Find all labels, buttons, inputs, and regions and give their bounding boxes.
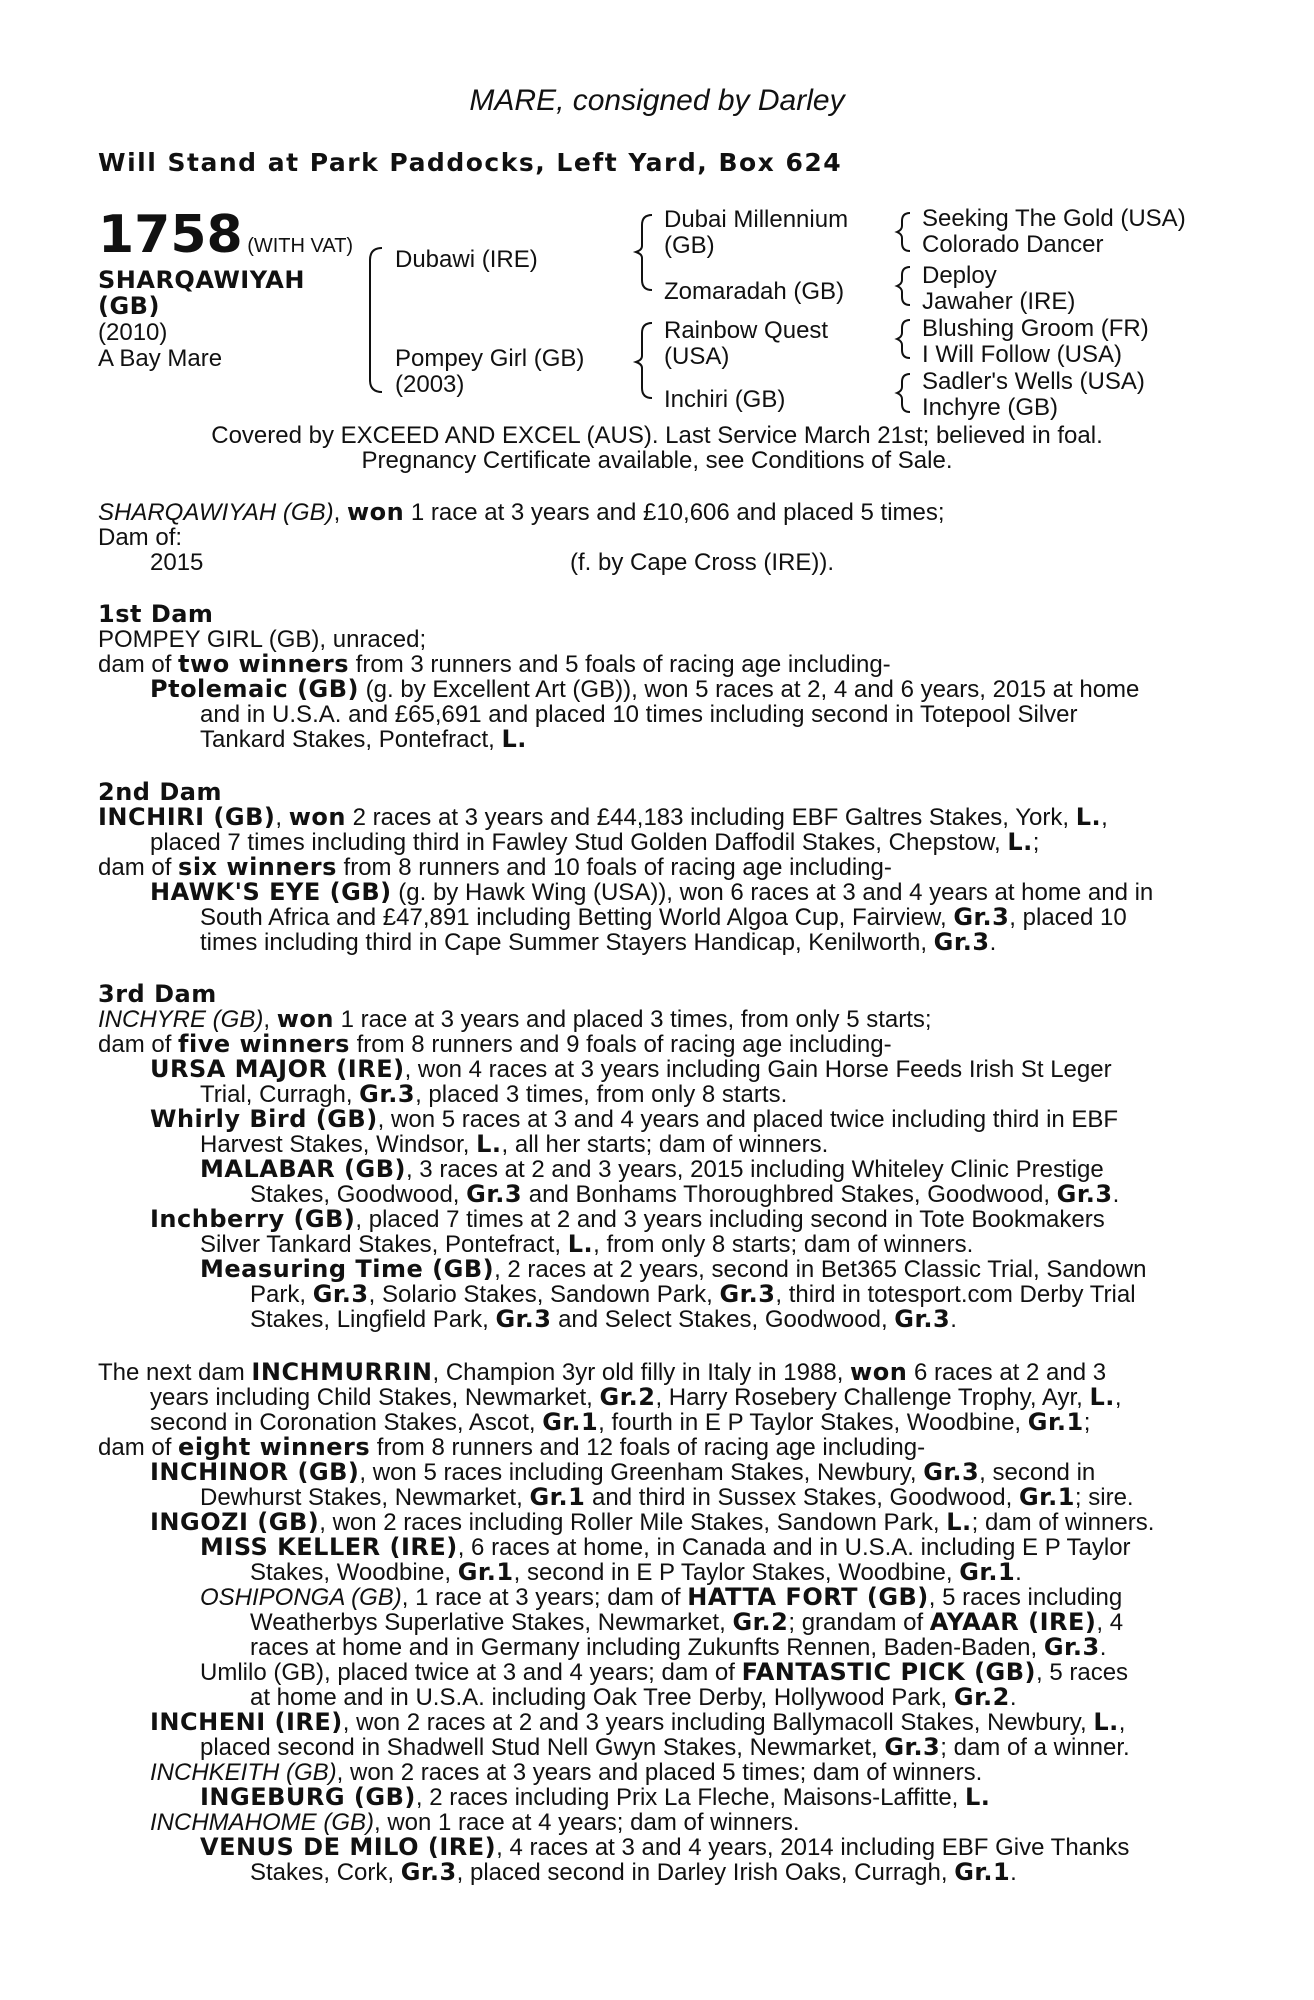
next-dam-offspring-1-cont: Dewhurst Stakes, Newmarket, Gr.1 and third in Sussex Stakes, Goodwood, Gr.1; sire. bbox=[200, 1483, 1134, 1511]
third-dam-offspring-3: Inchberry (GB), placed 7 times at 2 and 3 years including second in Tote Bookmakers bbox=[150, 1205, 1105, 1233]
dam-parents-brace bbox=[636, 323, 652, 398]
third-dam-offspring-3-cont: Silver Tankard Stakes, Pontefract, L., from only 8 starts; dam of winners. bbox=[200, 1230, 974, 1258]
first-dam-produce: dam of two winners from 3 runners and 5 foals of racing age including- bbox=[98, 650, 891, 678]
pedigree-g3-2: Colorado Dancer bbox=[922, 231, 1104, 258]
next-dam-line3: second in Coronation Stakes, Ascot, Gr.1, fourth in E P Taylor Stakes, Woodbine, Gr.1; bbox=[150, 1408, 1091, 1436]
mare-summary: SHARQAWIYAH (GB), won 1 race at 3 years and £10,606 and placed 5 times; bbox=[98, 498, 945, 526]
pedigree-g3-7: Sadler's Wells (USA) bbox=[922, 368, 1145, 395]
third-dam-offspring-2-cont: Harvest Stakes, Windsor, L., all her starts; dam of winners. bbox=[200, 1130, 829, 1158]
pedigree-g3-1: Seeking The Gold (USA) bbox=[922, 205, 1186, 232]
next-dam-grand-5-cont: Stakes, Cork, Gr.3, placed second in Darley Irish Oaks, Curragh, Gr.1. bbox=[250, 1858, 1017, 1886]
pedigree-dam-year: (2003) bbox=[395, 371, 465, 398]
horse-description: A Bay Mare bbox=[98, 345, 223, 372]
gen3-brace-3 bbox=[897, 320, 910, 358]
next-dam-offspring-2: INGOZI (GB), won 2 races including Roller Mile Stakes, Sandown Park, L.; dam of winners. bbox=[150, 1508, 1155, 1536]
pedigree-dam: Pompey Girl (GB) bbox=[395, 345, 585, 372]
next-dam-offspring-3-cont: placed second in Shadwell Stud Nell Gwyn Stakes, Newmarket, Gr.3; dam of a winner. bbox=[200, 1733, 1130, 1761]
second-dam-heading: 2nd Dam bbox=[98, 778, 222, 806]
pedigree-g3-6: I Will Follow (USA) bbox=[922, 341, 1123, 368]
next-dam-offspring-4: INCHKEITH (GB), won 2 races at 3 years and placed 5 times; dam of winners. bbox=[150, 1759, 983, 1786]
third-dam-grand-1: MALABAR (GB), 3 races at 2 and 3 years, 2015 including Whiteley Clinic Prestige bbox=[200, 1155, 1104, 1183]
next-dam-grand-3-cont: at home and in U.S.A. including Oak Tree Derby, Hollywood Park, Gr.2. bbox=[250, 1683, 1017, 1711]
pedigree-dam-sire-country: (USA) bbox=[664, 343, 730, 370]
horse-name: SHARQAWIYAH bbox=[98, 266, 305, 294]
next-dam-line2: years including Child Stakes, Newmarket, Gr.2, Harry Rosebery Challenge Trophy, Ayr, L., bbox=[150, 1383, 1122, 1411]
next-dam-grand-4: INGEBURG (GB), 2 races including Prix La Fleche, Maisons-Laffitte, L. bbox=[200, 1783, 991, 1811]
horse-name-suffix: (GB) bbox=[98, 292, 160, 320]
pedigree-sire: Dubawi (IRE) bbox=[395, 246, 538, 273]
pregnancy-line: Pregnancy Certificate available, see Conditions of Sale. bbox=[361, 447, 953, 474]
pedigree-sire-sire: Dubai Millennium bbox=[664, 206, 849, 233]
pedigree-g3-8: Inchyre (GB) bbox=[922, 394, 1059, 421]
page-title: MARE, consigned by Darley bbox=[469, 84, 845, 117]
next-dam-offspring-1: INCHINOR (GB), won 5 races including Greenham Stakes, Newbury, Gr.3, second in bbox=[150, 1458, 1096, 1486]
next-dam-produce: dam of eight winners from 8 runners and 12 foals of racing age including- bbox=[98, 1433, 926, 1461]
next-dam-grand-2-cont2: races at home and in Germany including Zukunfts Rennen, Baden-Baden, Gr.3. bbox=[250, 1633, 1107, 1661]
second-dam-line2: placed 7 times including third in Fawley Stud Golden Daffodil Stakes, Chepstow, L.; bbox=[150, 828, 1040, 856]
pedigree-g3-3: Deploy bbox=[922, 262, 997, 289]
next-dam-grand-1-cont: Stakes, Woodbine, Gr.1, second in E P Taylor Stakes, Woodbine, Gr.1. bbox=[250, 1558, 1022, 1586]
next-dam-grand-2-cont: Weatherbys Superlative Stakes, Newmarket, Gr.2; grandam of AYAAR (IRE), 4 bbox=[250, 1608, 1124, 1636]
pedigree-dam-dam: Inchiri (GB) bbox=[664, 386, 786, 413]
foal-year: 2015 bbox=[150, 549, 204, 576]
second-dam-line1: INCHIRI (GB), won 2 races at 3 years and £44,183 including EBF Galtres Stakes, York, L., bbox=[98, 803, 1108, 831]
pedigree-g3-5: Blushing Groom (FR) bbox=[922, 315, 1149, 342]
vat-label: (WITH VAT) bbox=[247, 235, 354, 257]
foal-description: (f. by Cape Cross (IRE)). bbox=[570, 549, 835, 576]
third-dam-grand-2-cont: Park, Gr.3, Solario Stakes, Sandown Park, Gr.3, third in totesport.com Derby Trial bbox=[250, 1280, 1136, 1308]
third-dam-offspring-1: URSA MAJOR (IRE), won 4 races at 3 years including Gain Horse Feeds Irish St Leger bbox=[150, 1055, 1112, 1083]
gen3-brace-4 bbox=[897, 374, 910, 412]
third-dam-grand-2-cont2: Stakes, Lingfield Park, Gr.3 and Select Stakes, Goodwood, Gr.3. bbox=[250, 1305, 957, 1333]
third-dam-offspring-2: Whirly Bird (GB), won 5 races at 3 and 4 years and placed twice including third in EBF bbox=[150, 1105, 1119, 1133]
next-dam-grand-5: VENUS DE MILO (IRE), 4 races at 3 and 4 years, 2014 including EBF Give Thanks bbox=[200, 1833, 1130, 1861]
stand-location: Will Stand at Park Paddocks, Left Yard, Box 624 bbox=[98, 148, 843, 177]
third-dam-grand-1-cont: Stakes, Goodwood, Gr.3 and Bonhams Thoroughbred Stakes, Goodwood, Gr.3. bbox=[250, 1180, 1120, 1208]
pedigree-sire-sire-country: (GB) bbox=[664, 232, 715, 259]
dam-of-label: Dam of: bbox=[98, 524, 183, 551]
third-dam-grand-2: Measuring Time (GB), 2 races at 2 years, second in Bet365 Classic Trial, Sandown bbox=[200, 1255, 1147, 1283]
third-dam-line1: INCHYRE (GB), won 1 race at 3 years and placed 3 times, from only 5 starts; bbox=[98, 1005, 932, 1033]
third-dam-heading: 3rd Dam bbox=[98, 980, 217, 1008]
lot-number: 1758 bbox=[98, 205, 243, 265]
next-dam-offspring-3: INCHENI (IRE), won 2 races at 2 and 3 years including Ballymacoll Stakes, Newbury, L., bbox=[150, 1708, 1126, 1736]
gen3-brace-1 bbox=[897, 213, 910, 251]
next-dam-grand-1: MISS KELLER (IRE), 6 races at home, in Canada and in U.S.A. including E P Taylor bbox=[200, 1533, 1131, 1561]
third-dam-produce: dam of five winners from 8 runners and 9 foals of racing age including- bbox=[98, 1030, 892, 1058]
first-dam-line: POMPEY GIRL (GB), unraced; bbox=[98, 626, 427, 653]
sire-parents-brace bbox=[636, 215, 652, 290]
next-dam-grand-2: OSHIPONGA (GB), 1 race at 3 years; dam of HATTA FORT (GB), 5 races including bbox=[200, 1583, 1123, 1611]
first-dam-offspring-cont: and in U.S.A. and £65,691 and placed 10 times including second in Totepool Silver bbox=[200, 701, 1078, 728]
second-dam-offspring: HAWK'S EYE (GB) (g. by Hawk Wing (USA)), won 6 races at 3 and 4 years at home and in bbox=[150, 878, 1154, 906]
next-dam-line1: The next dam INCHMURRIN, Champion 3yr old filly in Italy in 1988, won 6 races at 2 and 3 bbox=[98, 1358, 1107, 1386]
horse-year: (2010) bbox=[98, 319, 168, 346]
second-dam-offspring-cont2: times including third in Cape Summer Stayers Handicap, Kenilworth, Gr.3. bbox=[200, 928, 997, 956]
pedigree-g3-4: Jawaher (IRE) bbox=[922, 288, 1076, 315]
first-dam-heading: 1st Dam bbox=[98, 600, 214, 628]
next-dam-offspring-5: INCHMAHOME (GB), won 1 race at 4 years; dam of winners. bbox=[150, 1809, 800, 1836]
second-dam-offspring-cont: South Africa and £47,891 including Betting World Algoa Cup, Fairview, Gr.3, placed 10 bbox=[200, 903, 1127, 931]
pedigree-dam-sire: Rainbow Quest bbox=[664, 317, 829, 344]
pedigree-sire-dam: Zomaradah (GB) bbox=[664, 278, 845, 305]
first-dam-offspring-cont2: Tankard Stakes, Pontefract, L. bbox=[200, 725, 527, 753]
pedigree-main-bracket bbox=[370, 248, 382, 392]
third-dam-offspring-1-cont: Trial, Curragh, Gr.3, placed 3 times, from only 8 starts. bbox=[200, 1080, 788, 1108]
covered-line: Covered by EXCEED AND EXCEL (AUS). Last Service March 21st; believed in foal. bbox=[211, 422, 1103, 449]
next-dam-grand-3: Umlilo (GB), placed twice at 3 and 4 years; dam of FANTASTIC PICK (GB), 5 races bbox=[200, 1658, 1129, 1686]
gen3-brace-2 bbox=[897, 267, 910, 305]
first-dam-offspring: Ptolemaic (GB) (g. by Excellent Art (GB)), won 5 races at 2, 4 and 6 years, 2015 at home bbox=[150, 675, 1140, 703]
second-dam-produce: dam of six winners from 8 runners and 10 foals of racing age including- bbox=[98, 853, 892, 881]
